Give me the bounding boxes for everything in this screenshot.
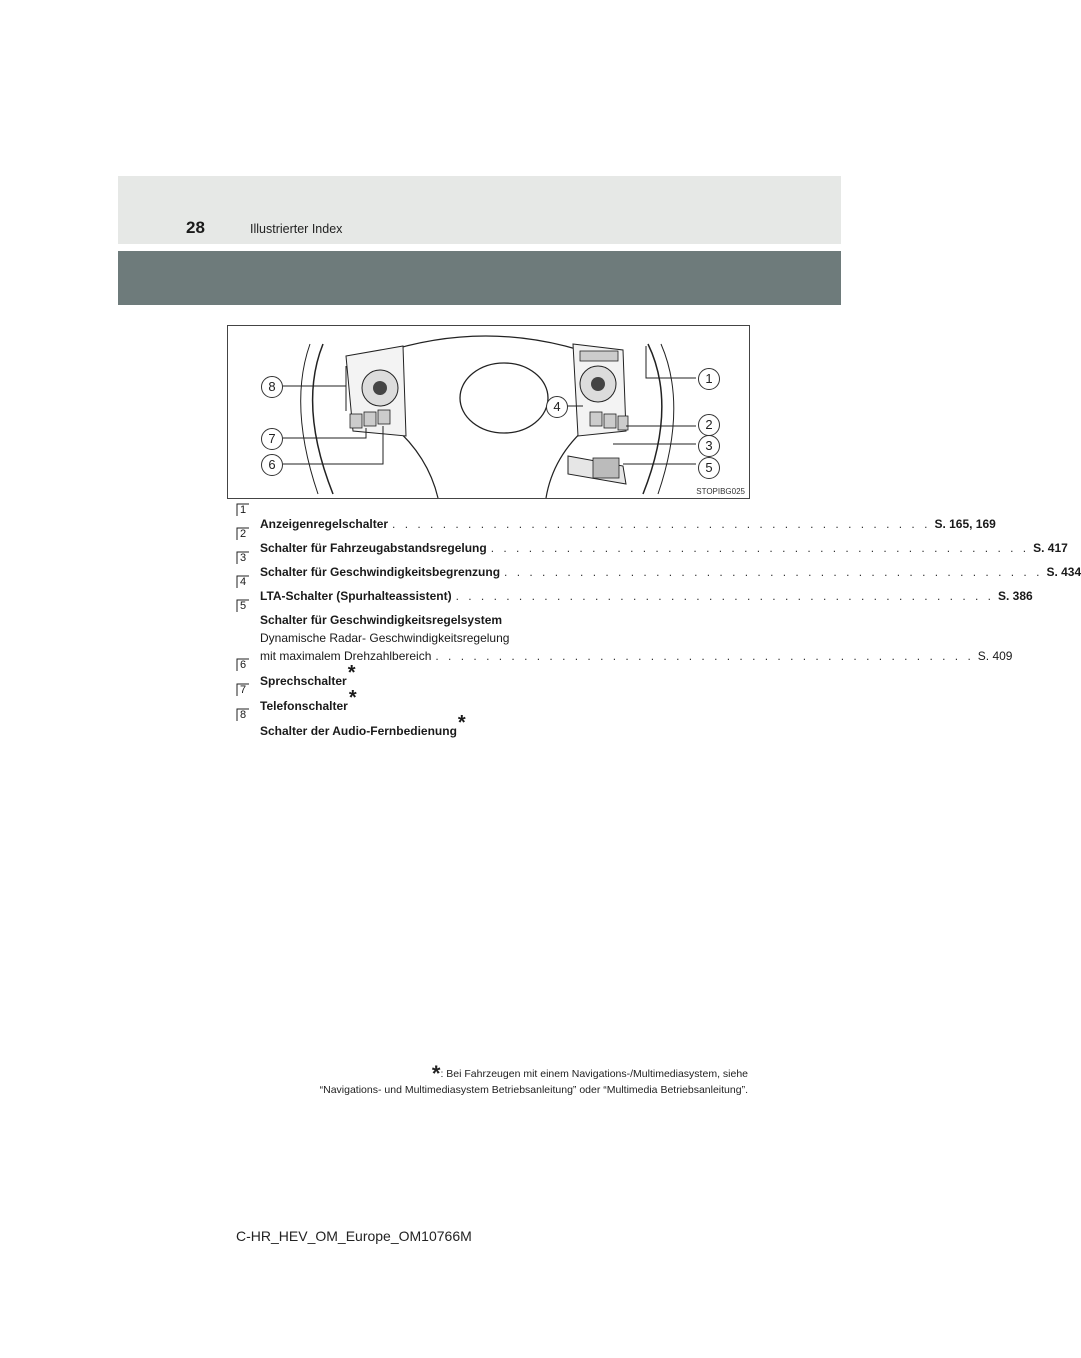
- footnote-line-1: : Bei Fahrzeugen mit einem Navigations-/Multimediasystem, siehe: [440, 1068, 748, 1080]
- item-label: Telefonschalter: [260, 699, 348, 713]
- header-band: [118, 176, 841, 244]
- callout-3: 3: [698, 435, 720, 457]
- item-number-badge: 5: [236, 599, 250, 613]
- figure-code: STOPIBG025: [696, 487, 745, 496]
- callout-8: 8: [261, 376, 283, 398]
- item-label: Anzeigenregelschalter: [260, 517, 389, 531]
- asterisk-mark: *: [347, 662, 356, 684]
- callout-6: 6: [261, 454, 283, 476]
- right-control-cluster: [573, 344, 628, 436]
- cruise-control-lever: [568, 456, 626, 484]
- item-label: Schalter für Geschwindigkeitsregelsystem: [260, 613, 503, 627]
- item-label: Sprechschalter: [260, 674, 347, 688]
- asterisk-mark: *: [457, 712, 466, 734]
- item-page-ref: S. 409: [977, 649, 1013, 663]
- item-label: Schalter für Fahrzeugabstandsregelung: [260, 541, 487, 555]
- item-number-badge: 7: [236, 683, 250, 697]
- item-sublabel: Dynamische Radar- Geschwindigkeitsregelung: [260, 631, 510, 645]
- item-label: Schalter für Geschwindigkeitsbegrenzung: [260, 565, 501, 579]
- item-page-ref: S. 386: [997, 589, 1033, 603]
- document-id: C-HR_HEV_OM_Europe_OM10766M: [236, 1228, 472, 1244]
- title-bar: [118, 251, 841, 305]
- asterisk-mark: *: [348, 687, 357, 709]
- footnote-asterisk: *: [431, 1061, 441, 1086]
- item-label: Schalter der Audio-Fernbedienung: [260, 724, 457, 738]
- item-label: LTA-Schalter (Spurhalteassistent): [260, 589, 452, 603]
- callout-5: 5: [698, 457, 720, 479]
- item-page-ref: S. 434: [1046, 565, 1081, 579]
- footnote: [188, 1062, 748, 1098]
- section-title: Illustrierter Index: [250, 222, 343, 236]
- item-number-badge: 8: [236, 708, 250, 722]
- item-page-ref: S. 165, 169: [934, 517, 996, 531]
- steering-wheel-figure: [227, 325, 750, 499]
- item-number-badge: 6: [236, 658, 250, 672]
- page-number: 28: [186, 218, 205, 237]
- item-number-badge: 1: [236, 503, 250, 517]
- callout-1: 1: [698, 368, 720, 390]
- item-number-badge: 3: [236, 551, 250, 565]
- callout-2: 2: [698, 414, 720, 436]
- item-number-badge: 4: [236, 575, 250, 589]
- item-page-ref: S. 417: [1033, 541, 1068, 555]
- footnote-line-2: “Navigations- und Multimediasystem Betriebsanleitung” oder “Multimedia Betriebsanleitung”.: [319, 1084, 748, 1096]
- item-sublabel: mit maximalem Drehzahlbereich: [260, 649, 432, 663]
- callout-7: 7: [261, 428, 283, 450]
- callout-4: 4: [546, 396, 568, 418]
- item-number-badge: 2: [236, 527, 250, 541]
- left-control-cluster: [346, 346, 406, 436]
- steering-wheel-illustration: [228, 326, 749, 498]
